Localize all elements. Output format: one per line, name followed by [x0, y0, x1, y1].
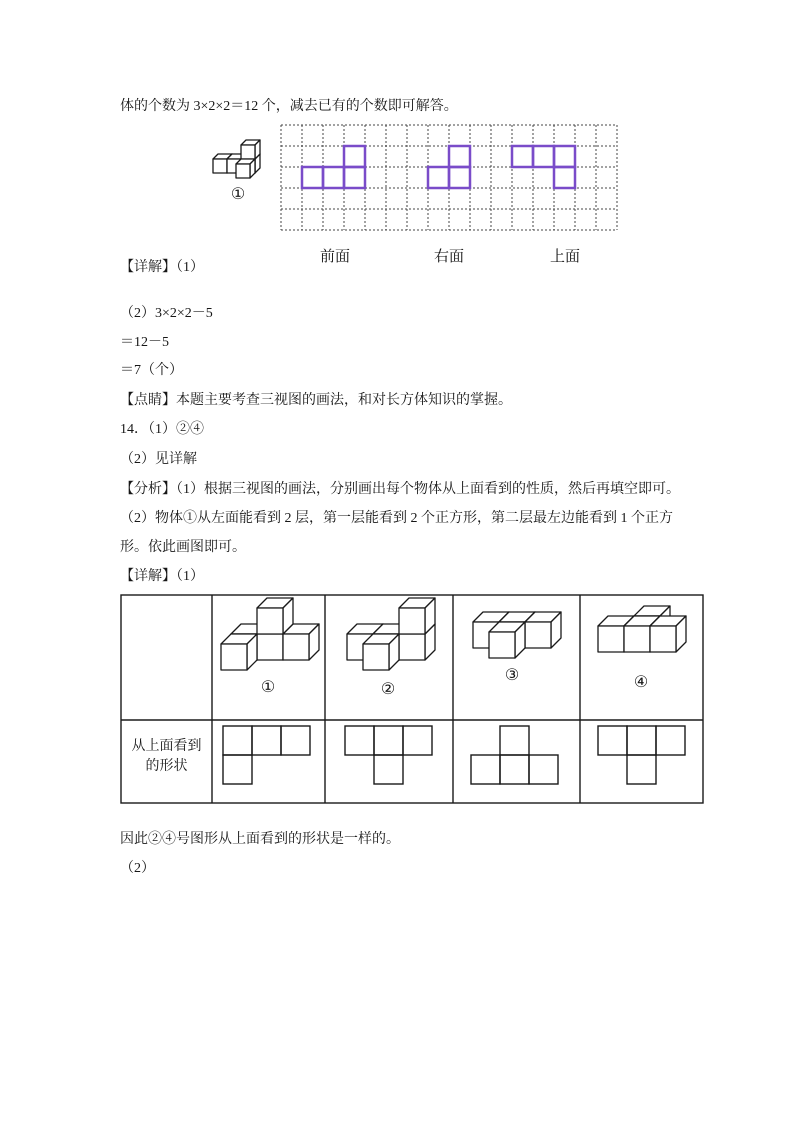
q14-analysis-line: 【分析】（1）根据三视图的画法，分别画出每个物体从上面看到的性质，然后再填空即可。	[120, 482, 680, 497]
front-view-label: 前面	[319, 247, 351, 265]
cube	[241, 140, 260, 159]
view-square	[449, 167, 470, 188]
intro-line: 体的个数为 3×2×2＝12 个，减去已有的个数即可解答。	[120, 99, 458, 114]
top-view-answer-3	[471, 726, 558, 784]
solid-figure-1	[221, 598, 319, 670]
cube-front-face	[363, 644, 389, 670]
front-view-shape	[302, 146, 365, 188]
view-square	[554, 167, 575, 188]
q13-comment: 【点睛】本题主要考查三视图的画法，和对长方体知识的掌握。	[120, 393, 512, 408]
solid-figure-4	[598, 606, 686, 652]
cube-front-face	[650, 626, 676, 652]
top-view-square	[223, 726, 252, 755]
cube-front-face	[221, 644, 247, 670]
view-square	[302, 167, 323, 188]
view-square	[323, 167, 344, 188]
cube-front-face	[257, 608, 283, 634]
view-square	[449, 146, 470, 167]
top-view-square	[529, 755, 558, 784]
cube-front-face	[283, 634, 309, 660]
solid-figure-2	[347, 598, 435, 670]
cube	[489, 622, 525, 658]
top-view-square	[500, 726, 529, 755]
top-view-square	[403, 726, 432, 755]
cube	[399, 598, 435, 634]
top-view-square	[500, 755, 529, 784]
table-row-header: 的形状	[145, 759, 188, 774]
q14-analysis-line: （2）物体①从左面能看到 2 层，第一层能看到 2 个正方形，第二层最左边能看到 1 个正方	[120, 511, 673, 526]
cube	[221, 634, 257, 670]
cube-front-face	[241, 145, 255, 159]
top-view-answer-4	[598, 726, 685, 784]
cube-front-face	[489, 632, 515, 658]
solid-figure-label: ①	[230, 186, 246, 203]
q13-calc-line: ＝12－5	[120, 335, 169, 350]
table-figure-label: ②	[380, 681, 396, 698]
q13-calc-line: （2）3×2×2－5	[120, 306, 213, 321]
right-view-label: 右面	[433, 247, 465, 265]
top-view-square	[252, 726, 281, 755]
top-view-square	[598, 726, 627, 755]
cube-front-face	[236, 164, 250, 178]
cube-front-face	[399, 634, 425, 660]
three-views-drawing	[302, 146, 575, 188]
q14-detail-2: （2）	[120, 861, 155, 876]
cube-front-face	[624, 626, 650, 652]
table-figure-label: ④	[633, 674, 649, 691]
q13-detail-1: 【详解】（1）	[120, 260, 204, 275]
cube-front-face	[399, 608, 425, 634]
view-square	[512, 146, 533, 167]
cube	[257, 598, 293, 634]
cube-front-face	[257, 634, 283, 660]
table-row-header: 从上面看到	[131, 739, 202, 754]
q13-calc-line: ＝7（个）	[120, 363, 183, 378]
right-view-shape	[428, 146, 470, 188]
table-figure-label: ①	[260, 679, 276, 696]
view-square	[428, 167, 449, 188]
top-view-square	[627, 755, 656, 784]
top-view-square	[627, 726, 656, 755]
q14-answer-1: 14．（1）②④	[120, 422, 204, 437]
q14-conclusion: 因此②④号图形从上面看到的形状是一样的。	[120, 832, 400, 847]
top-view-square	[223, 755, 252, 784]
table-figure-label: ③	[504, 667, 520, 684]
top-view-square	[471, 755, 500, 784]
view-square	[533, 146, 554, 167]
cube	[363, 634, 399, 670]
cube	[650, 616, 686, 652]
top-view-square	[345, 726, 374, 755]
q14-detail-1: 【详解】（1）	[120, 569, 204, 584]
top-view-square	[656, 726, 685, 755]
solid-figure-small	[213, 140, 260, 178]
q14-answer-2: （2）见详解	[120, 452, 197, 467]
cube-front-face	[598, 626, 624, 652]
top-view-shapes	[223, 726, 685, 784]
cube	[525, 612, 561, 648]
top-view-square	[281, 726, 310, 755]
cube	[236, 159, 255, 178]
view-square	[344, 146, 365, 167]
top-view-shape	[512, 146, 575, 188]
solid-figure-3	[473, 612, 561, 658]
cube-front-face	[213, 159, 227, 173]
top-view-answer-1	[223, 726, 310, 784]
top-view-square	[374, 755, 403, 784]
view-square	[344, 167, 365, 188]
top-view-answer-2	[345, 726, 432, 784]
q14-analysis-line: 形。依此画图即可。	[120, 540, 246, 555]
view-square	[554, 146, 575, 167]
cube-front-face	[525, 622, 551, 648]
top-view-square	[374, 726, 403, 755]
top-view-label: 上面	[549, 247, 581, 265]
